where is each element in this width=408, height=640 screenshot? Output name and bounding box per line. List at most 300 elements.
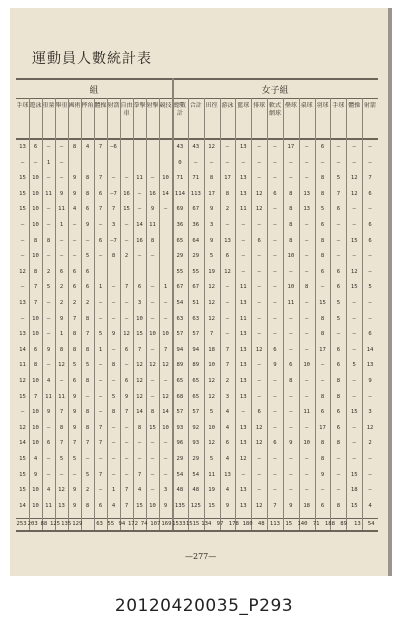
table-cell: 12 xyxy=(208,300,215,306)
table-cell: — xyxy=(241,268,245,275)
table-cell: — xyxy=(124,315,129,322)
table-cell: — xyxy=(111,440,116,447)
column-header: 壘球 xyxy=(284,102,297,109)
table-cell: 6 xyxy=(336,268,341,275)
table-cell: — xyxy=(257,393,261,400)
table-cell: — xyxy=(111,424,116,431)
table-cell: 57 xyxy=(176,331,184,338)
table-cell: — xyxy=(150,440,155,447)
table-cell: — xyxy=(163,440,168,447)
table-cell: 15 xyxy=(350,237,358,244)
column-header: 排球 xyxy=(253,102,266,109)
table-cell: 2 xyxy=(59,300,64,306)
table-cell: — xyxy=(150,378,155,384)
rule-horizontal xyxy=(16,530,378,532)
table-cell xyxy=(94,269,107,277)
table-cell: — xyxy=(368,300,372,306)
table-cell: — xyxy=(257,456,261,462)
table-cell: — xyxy=(111,471,116,478)
table-cell: — xyxy=(111,378,116,384)
table-cell: 5 xyxy=(209,253,214,260)
table-cell: 8 xyxy=(85,502,90,509)
table-cell: 7 xyxy=(137,346,142,353)
table-cell: 2 xyxy=(124,253,129,260)
column-header: 軟式網球 xyxy=(268,102,281,117)
table-cell: — xyxy=(320,159,325,166)
table-cell: 1 xyxy=(59,222,64,228)
table-cell: 18 xyxy=(350,487,358,494)
table-cell: 4 xyxy=(72,206,77,213)
total-cell: 169 xyxy=(161,521,172,527)
table-cell: 11 xyxy=(287,300,295,306)
table-cell: — xyxy=(336,237,341,244)
table-cell: 9 xyxy=(72,409,77,416)
group-header-female: 女子組 xyxy=(261,86,289,96)
table-cell: — xyxy=(352,159,356,166)
table-cell: 54 xyxy=(192,471,200,478)
table-cell: 10 xyxy=(149,331,156,338)
table-cell: — xyxy=(72,471,77,478)
table-cell: 8 xyxy=(150,409,155,416)
table-cell: — xyxy=(305,159,309,166)
table-cell: — xyxy=(98,315,103,322)
table-cell: 17 xyxy=(224,175,231,182)
table-cell: 10 xyxy=(32,409,39,416)
table-cell: 13 xyxy=(239,378,247,384)
table-cell: — xyxy=(20,315,25,322)
column-header: 舉重 xyxy=(55,102,68,109)
table-cell: 13 xyxy=(239,362,247,369)
table-cell: — xyxy=(289,471,293,478)
table-cell: 8 xyxy=(85,424,90,431)
table-cell: 6 xyxy=(225,440,230,447)
table-cell: — xyxy=(257,471,261,478)
table-cell: — xyxy=(273,253,277,260)
table-cell: 6 xyxy=(368,331,372,338)
table-cell: 5 xyxy=(72,456,77,462)
table-cell: 6 xyxy=(85,268,90,275)
rule-horizontal xyxy=(16,138,378,140)
table-cell: 5 xyxy=(336,300,341,306)
table-cell: 10 xyxy=(32,222,39,228)
table-cell: — xyxy=(320,284,325,291)
table-cell: 15 xyxy=(149,424,156,431)
table-cell: 10 xyxy=(32,175,39,182)
table-cell: 8 xyxy=(72,144,77,150)
table-cell: 7 xyxy=(336,190,341,197)
table-cell: 13 xyxy=(239,175,247,182)
table-cell: — xyxy=(46,362,51,369)
table-cell: 6 xyxy=(98,237,103,244)
table-cell: — xyxy=(98,378,103,384)
table-cell: 2 xyxy=(46,268,51,275)
table-cell: 7 xyxy=(33,393,38,400)
table-cell: 14 xyxy=(136,409,143,416)
table-cell: — xyxy=(352,393,356,400)
table-cell: 10 xyxy=(162,424,169,431)
table-cell: 9 xyxy=(46,346,51,353)
table-cell: 10 xyxy=(32,331,39,338)
table-cell: 5 xyxy=(336,175,341,182)
table-cell: 5 xyxy=(209,456,214,462)
table-cell: — xyxy=(59,471,64,478)
table-cell: 13 xyxy=(303,206,311,213)
table-cell xyxy=(94,160,107,168)
table-cell: 5 xyxy=(336,315,341,322)
table-cell: 5 xyxy=(85,471,90,478)
table-cell: — xyxy=(273,222,277,228)
table-cell: — xyxy=(98,222,103,228)
table-cell: 12 xyxy=(162,362,169,369)
total-cell: 74 xyxy=(140,521,148,527)
table-cell: 13 xyxy=(19,331,26,338)
table-cell: 15 xyxy=(350,409,358,416)
table-cell: 8 xyxy=(85,346,90,353)
table-cell: — xyxy=(305,424,309,431)
table-cell: — xyxy=(46,175,51,182)
total-cell: 54 xyxy=(367,521,375,527)
rule-horizontal xyxy=(16,518,378,519)
table-cell: — xyxy=(305,378,309,384)
table-cell: 8 xyxy=(111,253,116,260)
table-cell: — xyxy=(368,159,372,166)
table-cell: — xyxy=(241,222,245,228)
table-cell: 15 xyxy=(208,502,215,509)
table-cell: 6 xyxy=(336,284,341,291)
table-cell: — xyxy=(273,284,277,291)
table-cell: — xyxy=(305,237,309,244)
table-cell: 6 xyxy=(273,346,277,353)
table-cell: — xyxy=(352,222,356,228)
table-cell: — xyxy=(305,253,309,260)
table-cell: 29 xyxy=(176,456,184,462)
table-cell: 67 xyxy=(192,284,200,291)
table-cell: 36 xyxy=(176,222,184,228)
table-cell: 15 xyxy=(19,487,26,494)
table-cell: — xyxy=(273,175,277,182)
table-cell: 19 xyxy=(208,487,215,494)
table-cell: 11 xyxy=(136,175,143,182)
column-header: 摔角 xyxy=(81,102,94,109)
table-cell: 9 xyxy=(163,502,168,509)
table-cell: 12 xyxy=(350,190,358,197)
table-cell: 3 xyxy=(225,393,230,400)
table-cell xyxy=(159,144,172,152)
table-cell: 6 xyxy=(336,362,341,369)
table-cell: 17 xyxy=(287,144,295,150)
table-cell: 2 xyxy=(225,378,230,384)
table-cell: 6 xyxy=(257,409,261,416)
table-cell: 6 xyxy=(289,362,293,369)
table-cell: 2 xyxy=(85,487,90,494)
table-cell: 10 xyxy=(32,190,39,197)
table-cell: 8 xyxy=(336,502,341,509)
table-cell: 13 xyxy=(19,144,26,150)
table-cell: — xyxy=(241,471,245,478)
table-cell: 2 xyxy=(85,300,90,306)
table-cell: 6 xyxy=(320,502,325,509)
table-cell: 1 xyxy=(111,487,116,494)
table-cell: 6 xyxy=(72,378,77,384)
table-cell: 89 xyxy=(176,362,184,369)
column-header: 田徑 xyxy=(205,102,218,109)
table-cell: — xyxy=(225,159,230,166)
total-cell: 178 xyxy=(228,521,239,527)
table-cell: 7 xyxy=(98,424,103,431)
table-cell: — xyxy=(289,424,293,431)
table-cell: 10 xyxy=(32,378,39,384)
table-cell: 7 xyxy=(124,502,129,509)
table-cell: 12 xyxy=(19,268,26,275)
table-cell xyxy=(146,144,159,152)
table-cell: — xyxy=(273,487,277,494)
table-title: 運動員人數統計表 xyxy=(32,51,152,67)
table-cell: — xyxy=(368,456,372,462)
table-cell: 8 xyxy=(150,237,155,244)
table-cell: — xyxy=(59,175,64,182)
table-cell: — xyxy=(46,331,51,338)
table-cell: — xyxy=(72,222,77,228)
table-cell: 8 xyxy=(85,409,90,416)
table-cell: — xyxy=(225,144,230,150)
table-cell: 9 xyxy=(209,237,214,244)
table-cell: 12 xyxy=(149,362,156,369)
table-cell: 17 xyxy=(319,424,326,431)
table-cell: — xyxy=(98,456,103,462)
table-cell: — xyxy=(46,471,51,478)
table-cell: — xyxy=(20,284,25,291)
table-cell: 8 xyxy=(85,315,90,322)
total-cell: 89 xyxy=(340,521,348,527)
table-cell: 6 xyxy=(225,253,230,260)
table-cell: 6 xyxy=(320,144,325,150)
table-cell: — xyxy=(305,315,309,322)
table-cell: — xyxy=(124,440,129,447)
table-cell: 10 xyxy=(287,284,295,291)
table-cell: 13 xyxy=(239,393,247,400)
table-cell: — xyxy=(352,144,356,150)
total-cell: 48 xyxy=(257,521,265,527)
table-cell: — xyxy=(124,362,129,369)
table-cell: — xyxy=(124,300,129,306)
table-cell: — xyxy=(72,237,77,244)
table-cell: 10 xyxy=(32,315,39,322)
table-cell: — xyxy=(289,346,293,353)
table-cell: 71 xyxy=(192,175,200,182)
table-cell: — xyxy=(72,253,77,260)
table-cell: 8 xyxy=(111,362,116,369)
table-cell: — xyxy=(352,300,356,306)
group-header-male: 組 xyxy=(89,86,99,96)
table-cell: — xyxy=(225,331,230,338)
table-cell: 8 xyxy=(72,331,77,338)
table-cell: 6 xyxy=(72,284,77,291)
table-cell: 7 xyxy=(98,175,103,182)
table-cell: 10 xyxy=(32,206,39,213)
table-cell: 5 xyxy=(320,206,325,213)
total-cell xyxy=(83,521,94,529)
table-cell: — xyxy=(137,253,142,260)
table-cell: 11 xyxy=(19,362,26,369)
total-cell: 13 xyxy=(354,521,361,527)
total-cell: 71 xyxy=(312,521,320,527)
table-cell: 6 xyxy=(257,237,261,244)
table-cell: — xyxy=(225,284,230,291)
table-cell: 6 xyxy=(320,409,325,416)
table-cell: 7 xyxy=(98,440,103,447)
table-cell: 10 xyxy=(136,315,143,322)
table-cell: 13 xyxy=(239,346,247,353)
table-cell: 43 xyxy=(192,144,200,150)
table-cell: — xyxy=(273,300,277,306)
table-cell: — xyxy=(225,300,230,306)
table-cell: 7 xyxy=(225,346,230,353)
table-cell: 3 xyxy=(137,300,142,306)
table-cell: 71 xyxy=(176,175,184,182)
table-cell: — xyxy=(368,487,372,494)
table-cell: — xyxy=(257,331,261,338)
table-cell: 8 xyxy=(336,378,341,384)
table-cell xyxy=(133,144,146,152)
table-cell: 6 xyxy=(273,190,277,197)
table-cell: 14 xyxy=(162,409,169,416)
table-cell: 7 xyxy=(225,362,230,369)
table-cell: 8 xyxy=(85,190,90,197)
table-cell: — xyxy=(336,144,341,150)
total-cell: 134 xyxy=(201,521,212,527)
table-cell: 9 xyxy=(72,175,77,182)
total-cell: 15 xyxy=(285,521,293,527)
table-cell: — xyxy=(85,237,90,244)
table-cell: 2 xyxy=(368,440,372,447)
table-cell: 14 xyxy=(366,346,374,353)
column-header: 自由車 xyxy=(120,102,133,117)
table-cell: — xyxy=(352,253,356,260)
table-cell: — xyxy=(33,159,38,166)
table-cell: 13 xyxy=(224,471,231,478)
table-cell: 15 xyxy=(136,331,143,338)
table-cell: 12 xyxy=(255,424,263,431)
table-cell: 10 xyxy=(303,440,311,447)
table-cell: 12 xyxy=(366,424,374,431)
table-cell: 9 xyxy=(225,502,230,509)
table-cell: 6 xyxy=(273,440,277,447)
table-cell: 11 xyxy=(58,393,65,400)
table-cell: — xyxy=(46,253,51,260)
total-cell: 172 xyxy=(127,521,139,527)
table-cell: 9 xyxy=(72,424,77,431)
table-cell: — xyxy=(124,471,129,478)
table-cell: — xyxy=(257,284,261,291)
table-cell: 15 xyxy=(350,284,358,291)
table-cell xyxy=(159,253,172,261)
table-cell: — xyxy=(336,159,341,166)
table-cell: — xyxy=(289,409,293,416)
table-cell: — xyxy=(124,237,129,244)
table-cell: 67 xyxy=(192,206,200,213)
rule-horizontal xyxy=(16,98,378,99)
table-cell: 8 xyxy=(46,237,51,244)
table-cell: — xyxy=(368,206,372,213)
total-cell: 55 xyxy=(107,521,115,527)
table-cell: 4 xyxy=(111,502,116,509)
total-cell: 63 xyxy=(96,521,103,527)
table-cell: 55 xyxy=(192,268,200,275)
table-cell: 13 xyxy=(366,362,374,369)
table-cell xyxy=(133,160,146,168)
table-cell: — xyxy=(273,206,277,213)
table-cell: 1 xyxy=(98,284,103,291)
table-cell: 12 xyxy=(208,315,215,322)
table-cell: 8 xyxy=(289,206,293,213)
table-cell: 10 xyxy=(149,502,156,509)
table-cell: — xyxy=(98,253,103,260)
column-header: 射擊 xyxy=(146,102,159,109)
table-cell: 11 xyxy=(45,393,52,400)
table-cell: 14 xyxy=(19,346,26,353)
table-cell: — xyxy=(124,456,129,462)
table-cell: 57 xyxy=(192,331,200,338)
table-cell: — xyxy=(150,284,155,291)
table-cell: 4 xyxy=(85,144,90,150)
table-cell: — xyxy=(20,222,25,228)
table-cell: — xyxy=(85,456,90,462)
table-cell: 1 xyxy=(163,284,168,291)
table-cell: 36 xyxy=(192,222,200,228)
table-cell: — xyxy=(305,300,309,306)
table-cell: — xyxy=(336,456,341,462)
table-cell: — xyxy=(352,424,356,431)
table-cell: 2 xyxy=(225,206,230,213)
table-cell: 6 xyxy=(336,206,341,213)
table-cell: — xyxy=(241,253,245,260)
column-header: 合計 xyxy=(189,102,202,109)
table-cell: 7 xyxy=(85,440,90,447)
table-cell: — xyxy=(150,253,155,260)
table-cell: — xyxy=(368,268,372,275)
table-cell: 8 xyxy=(336,440,341,447)
column-header: 體操 xyxy=(94,102,107,109)
table-cell: 9 xyxy=(59,315,64,322)
table-cell: 48 xyxy=(176,487,184,494)
table-cell: — xyxy=(46,222,51,228)
table-cell: — xyxy=(305,346,309,353)
total-cell: 113 xyxy=(269,521,281,527)
table-cell: — xyxy=(98,300,103,306)
table-cell: 65 xyxy=(192,393,200,400)
table-cell: 18 xyxy=(303,502,311,509)
table-cell: 10 xyxy=(32,502,39,509)
table-cell: 5 xyxy=(352,362,356,369)
table-cell: — xyxy=(257,268,261,275)
table-cell: 5 xyxy=(46,284,51,291)
table-cell: 13 xyxy=(239,331,247,338)
table-cell: 6 xyxy=(137,284,142,291)
table-cell: — xyxy=(137,190,142,197)
table-cell: 6 xyxy=(320,222,325,228)
table-cell: 8 xyxy=(289,378,293,384)
table-cell: — xyxy=(209,159,214,166)
table-cell: 16 xyxy=(123,190,130,197)
table-cell: 17 xyxy=(319,346,326,353)
table-cell: 8 xyxy=(137,424,142,431)
table-cell: 8 xyxy=(289,222,293,228)
table-cell: 7 xyxy=(98,144,103,150)
table-cell: 6 xyxy=(33,346,38,353)
table-cell: 12 xyxy=(255,440,263,447)
table-cell: 7 xyxy=(72,315,77,322)
table-cell: 7 xyxy=(209,331,214,338)
